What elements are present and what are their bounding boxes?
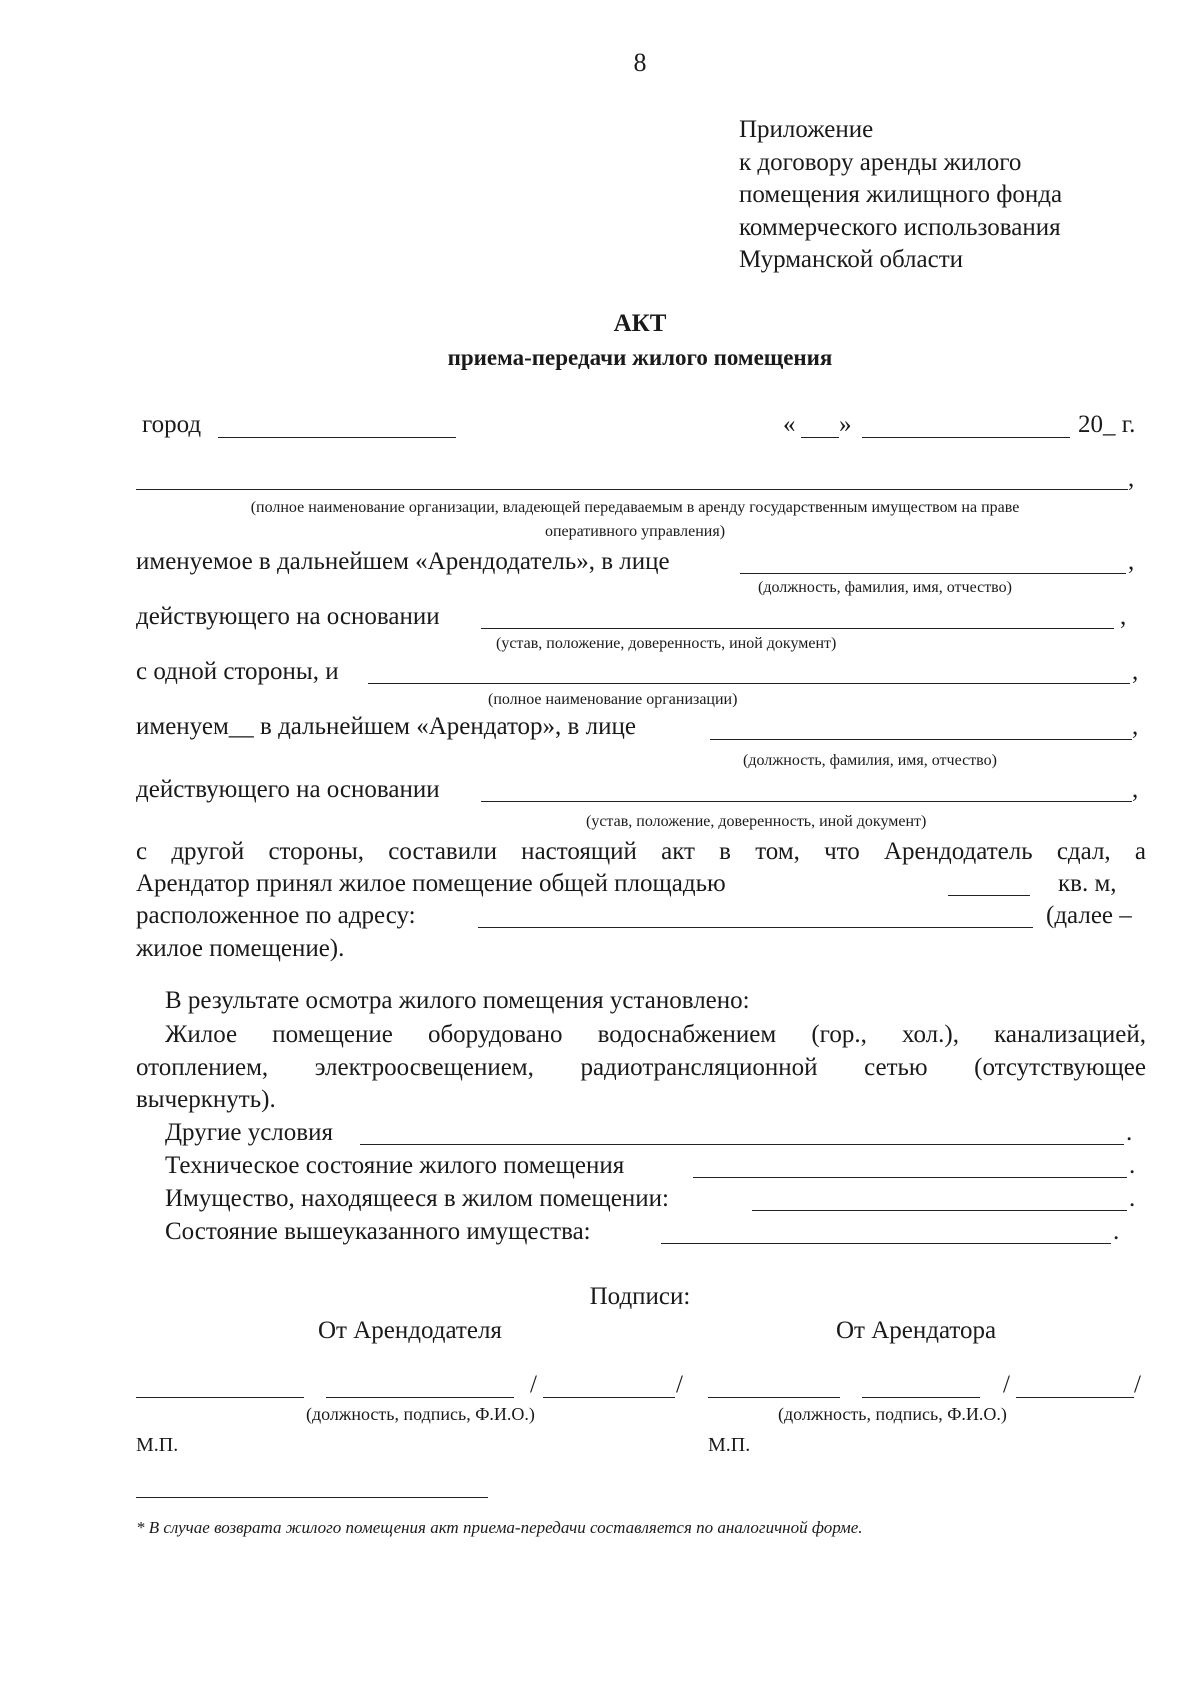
seal-left: М.П. bbox=[136, 1434, 179, 1456]
tech-state-label: Техническое состояние жилого помещения bbox=[165, 1152, 625, 1179]
appendix-line: Мурманской области bbox=[739, 246, 964, 273]
hint-org-full-name: (полное наименование организации, владеющей передаваемым в аренду государственным имуществом на праве bbox=[250, 499, 1020, 516]
transfer-line-4: жилое помещение). bbox=[136, 935, 345, 962]
other-conditions-label: Другие условия bbox=[165, 1119, 333, 1146]
period: . bbox=[1129, 1185, 1136, 1212]
address-field[interactable] bbox=[478, 927, 1033, 928]
period: . bbox=[1129, 1152, 1136, 1179]
lessor-signature-field[interactable] bbox=[326, 1397, 514, 1398]
comma: , bbox=[1132, 658, 1139, 685]
transfer-line-3a: расположенное по адресу: bbox=[136, 902, 416, 929]
lessor-fio-field[interactable] bbox=[543, 1397, 675, 1398]
property-field[interactable] bbox=[752, 1210, 1127, 1211]
acting-basis-label-2: действующего на основании bbox=[136, 776, 440, 803]
hint-org-name: (полное наименование организации) bbox=[488, 691, 738, 708]
day-field[interactable] bbox=[801, 437, 839, 438]
inspection-line: В результате осмотра жилого помещения установлено: bbox=[165, 987, 750, 1014]
property-label: Имущество, находящееся в жилом помещении: bbox=[165, 1185, 669, 1212]
lessee-label: именуем__ в дальнейшем «Арендатор», в лице bbox=[136, 713, 636, 740]
slash: / bbox=[530, 1371, 537, 1398]
comma: , bbox=[1128, 548, 1135, 575]
one-side-label: с одной стороны, и bbox=[136, 658, 339, 685]
appendix-line: коммерческого использования bbox=[739, 213, 1061, 241]
period: . bbox=[1113, 1218, 1120, 1245]
appendix-line: к договору аренды жилого bbox=[739, 148, 1022, 176]
from-lessee-label: От Арендатора bbox=[836, 1317, 997, 1344]
tech-state-field[interactable] bbox=[693, 1177, 1127, 1178]
hint-position-name-2: (должность, фамилия, имя, отчество) bbox=[743, 752, 997, 769]
month-field[interactable] bbox=[862, 437, 1070, 438]
acting-basis-label-1: действующего на основании bbox=[136, 603, 440, 630]
lessee-fio-field[interactable] bbox=[1016, 1397, 1134, 1398]
equipment-line-2: отоплением, электроосвещением, радиотрансляционной сетью (отсутствующее bbox=[136, 1054, 1146, 1081]
slash: / bbox=[676, 1371, 683, 1398]
seal-right: М.П. bbox=[708, 1434, 751, 1456]
transfer-line-2a: Арендатор принял жилое помещение общей площадью bbox=[136, 870, 726, 897]
comma: , bbox=[1132, 776, 1139, 803]
lessee-org-field[interactable] bbox=[368, 683, 1130, 684]
lessor-position-field[interactable] bbox=[136, 1397, 304, 1398]
lessor-representative-field[interactable] bbox=[740, 573, 1126, 574]
city-field[interactable] bbox=[218, 437, 456, 438]
equipment-line-3: вычеркнуть). bbox=[136, 1086, 276, 1113]
document-subtitle: приема-передачи жилого помещения bbox=[447, 345, 833, 370]
hint-org-full-name-2: оперативного управления) bbox=[544, 523, 726, 540]
appendix-line: Приложение bbox=[739, 116, 874, 143]
appendix-line: помещения жилищного фонда bbox=[739, 181, 1063, 208]
lessee-position-field[interactable] bbox=[708, 1397, 840, 1398]
footnote: * В случае возврата жилого помещения акт приема-передачи составляется по аналогичной форме. bbox=[136, 1518, 863, 1537]
hint-basis-doc-1: (устав, положение, доверенность, иной документ) bbox=[496, 635, 837, 652]
org-full-name-field[interactable] bbox=[136, 489, 1128, 490]
hint-basis-doc-2: (устав, положение, доверенность, иной документ) bbox=[586, 813, 927, 830]
comma: , bbox=[1132, 713, 1139, 740]
transfer-line-2b: кв. м, bbox=[1058, 870, 1117, 897]
comma: , bbox=[1120, 603, 1127, 630]
acting-basis-field-1[interactable] bbox=[481, 628, 1114, 629]
hint-signature-left: (должность, подпись, Ф.И.О.) bbox=[306, 1404, 535, 1424]
page-number: 8 bbox=[633, 48, 647, 77]
appendix-note bbox=[739, 114, 1139, 277]
slash: / bbox=[1003, 1371, 1010, 1398]
hint-signature-right: (должность, подпись, Ф.И.О.) bbox=[778, 1404, 1007, 1424]
date-close-quote: » bbox=[839, 411, 852, 438]
lessee-representative-field[interactable] bbox=[710, 739, 1132, 740]
area-field[interactable] bbox=[948, 895, 1030, 896]
comma: , bbox=[1128, 465, 1135, 492]
year-label: 20_ г. bbox=[1078, 411, 1136, 438]
transfer-line-1: с другой стороны, составили настоящий акт в том, что Арендодатель сдал, а bbox=[136, 838, 1146, 865]
other-conditions-field[interactable] bbox=[360, 1144, 1124, 1145]
period: . bbox=[1126, 1119, 1133, 1146]
date-open-quote: « bbox=[783, 411, 796, 438]
signatures-heading: Подписи: bbox=[589, 1283, 691, 1310]
lessee-signature-field[interactable] bbox=[862, 1397, 980, 1398]
from-lessor-label: От Арендодателя bbox=[318, 1317, 502, 1344]
city-label: город bbox=[142, 411, 202, 438]
document-title: АКТ bbox=[613, 310, 667, 337]
slash: / bbox=[1134, 1371, 1141, 1398]
transfer-line-3b: (далее – bbox=[1046, 902, 1132, 929]
footnote-separator bbox=[136, 1497, 488, 1498]
acting-basis-field-2[interactable] bbox=[481, 801, 1132, 802]
property-state-label: Состояние вышеуказанного имущества: bbox=[165, 1218, 591, 1245]
property-state-field[interactable] bbox=[661, 1243, 1111, 1244]
lessor-label: именуемое в дальнейшем «Арендодатель», в лице bbox=[136, 548, 670, 575]
equipment-line-1: Жилое помещение оборудовано водоснабжением (гор., хол.), канализацией, bbox=[165, 1021, 1146, 1048]
hint-position-name-1: (должность, фамилия, имя, отчество) bbox=[758, 579, 1012, 596]
